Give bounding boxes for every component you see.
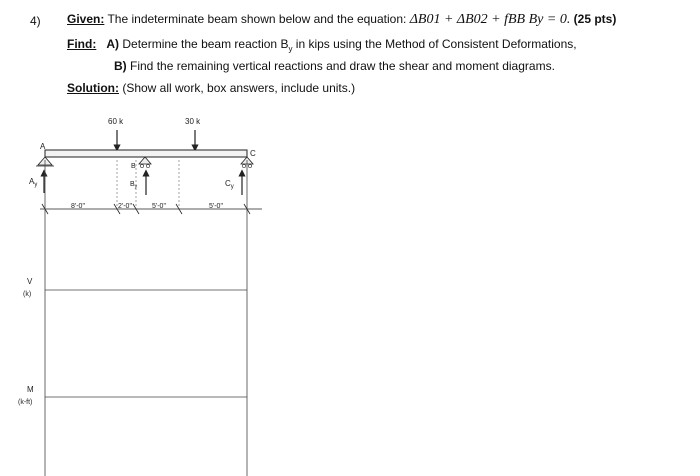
solution-text: (Show all work, box answers, include units.) [122,81,356,95]
load-label-30: 30 k [185,117,201,126]
find-b-text: Find the remaining vertical reactions and draw the shear and moment diagrams. [130,59,555,73]
support-label-b: B [131,163,136,170]
given-text: The indeterminate beam shown below and the equation: [107,12,407,26]
beam [45,150,247,157]
find-b-label: B) [114,59,127,73]
moment-unit: (k-ft) [18,399,33,406]
dimension-label: 5'-0" [152,203,166,210]
shear-unit: (k) [23,291,32,298]
support-b-roller [146,164,149,167]
support-b-pin [139,157,151,164]
dimension-label: 2'-0" [118,203,132,210]
find-a-rest: in kips using the Method of Consistent Deformations, [292,37,577,51]
moment-label: M [27,385,34,394]
support-c-roller [248,164,251,167]
points: (25 pts) [573,12,617,26]
load-label-60: 60 k [108,117,124,126]
find-label: Find: [67,37,97,51]
find-a-text: Determine the beam reaction B [122,37,289,51]
dimension-label: 8'-0" [71,203,85,210]
find-a-label: A) [106,37,120,51]
support-label-c: C [250,149,256,158]
equation: ΔB01 + ΔB02 + fBB By = 0. [409,12,571,27]
problem-number: 4) [30,14,41,28]
dimension-label: 5'-0" [209,203,223,210]
support-c-roller [242,164,245,167]
support-b-roller [140,164,143,167]
shear-label: V [27,277,33,286]
find-a-subscript: y [288,44,293,54]
reaction-label-c: $C_y$ [225,179,234,190]
reaction-label-a: $A_y$ [29,177,38,188]
support-label-a: A [40,142,46,151]
solution-label: Solution: [67,81,119,95]
given-label: Given: [67,12,105,26]
reaction-label-b: $B_y$ [130,181,138,190]
